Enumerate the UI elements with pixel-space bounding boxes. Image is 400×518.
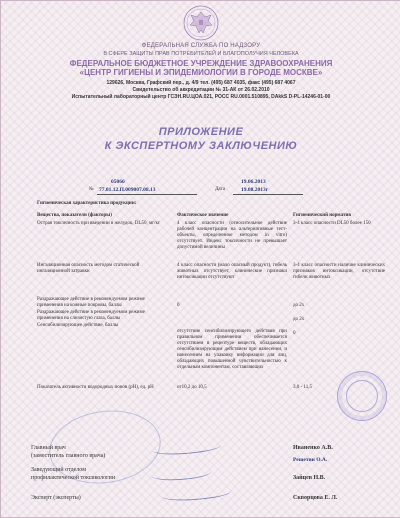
registration-number: 77.01.12.П.009007.08.13 [99, 187, 156, 193]
service-sphere: В СФЕРЕ ЗАЩИТЫ ПРАВ ПОТРЕБИТЕЛЕЙ И БЛАГОПОЛУЧИЯ ЧЕЛОВЕКА [103, 51, 299, 57]
row-norm: 3-4 класс опасности DL50 более 150 [293, 221, 371, 226]
date-handwritten: 19.06.2013 [241, 179, 266, 185]
dept-head-label-line2: профилактической токсикологии [31, 475, 116, 481]
column-header-norm: Гигиенический норматив [293, 213, 352, 218]
expert-label: Эксперт (эксперты) [31, 495, 81, 501]
row-norm: 3,0 - 11,5 [293, 385, 312, 390]
row-norm: 0 [293, 331, 296, 336]
document-title: ПРИЛОЖЕНИЕ [158, 126, 244, 138]
row-factor: Острая токсичность при введении в желудок, DL50, мг/кг [37, 221, 161, 226]
organization-address: 129626, Москва, Графский пер., д. 4/9 тел. (495) 687 4035, факс (495) 687 4067 [106, 80, 296, 86]
dept-head-label: Заведующий отделом [31, 467, 86, 473]
chief-doctor-label: Главный врач [31, 445, 66, 451]
number-label: № [89, 187, 94, 192]
document-subtitle: К ЭКСПЕРТНОМУ ЗАКЛЮЧЕНИЮ [104, 140, 298, 152]
row-value: 4 класс опасности (относительное действие рабочей концентрации на альтернативные тест-объекты, определенное методом in vitro) отсутствует. Индекс токсичности не превышает допустимой величины [177, 221, 287, 250]
dept-head-signature [150, 464, 211, 483]
expert-name: Скворцова Е. Л. [293, 495, 338, 501]
column-header-factor: Вещества, показатели (факторы) [37, 213, 112, 218]
testing-lab-info: Испытательный лабораторный центр ГСЭН.RU.ЦОА.021, РОСС RU.0001.510895, DAkkS D-PL-14246-01-00 [71, 94, 331, 100]
double-headed-eagle-emblem-icon [181, 3, 221, 43]
row-value: 0 [177, 303, 180, 308]
organization-name-line1: ФЕДЕРАЛЬНОЕ БЮДЖЕТНОЕ УЧРЕЖДЕНИЕ ЗДРАВООХРАНЕНИЯ [69, 59, 333, 68]
section-title: Гигиеническая характеристика продукции: [37, 201, 137, 206]
date-label: Дата [215, 187, 225, 192]
number-handwritten: 05066 [111, 179, 125, 185]
chief-doctor-name: Иваненко А.В. [293, 445, 333, 451]
dept-head-name: Зайцев Н.В. [293, 475, 326, 481]
number-underline [97, 194, 197, 195]
expert-signature [161, 483, 232, 503]
chief-doctor-name-alt: Решетин О.А. [293, 457, 328, 463]
deputy-doctor-label: (заместитель главного врача) [31, 453, 106, 459]
row-value: 4 класс опасности (мало опасный продукт), гибель животных отсутствует, клинические признаки интоксикации отсутствуют [177, 263, 287, 280]
row-factor: Показатель активности водородных ионов (pH), ед. pH [37, 385, 154, 390]
document-date: 19.08.2013г [241, 187, 269, 193]
row-norm: до 2х [293, 303, 305, 308]
row-factor: Сенсибилизирующее действие, баллы [37, 323, 119, 328]
date-underline [233, 194, 303, 195]
row-norm: 3-4 класс опасности наличие клинических признаков интоксикации, отсутствие гибели животных [293, 263, 385, 280]
chief-signature [151, 437, 222, 457]
row-value: от10,2 до 10,5 [177, 385, 207, 390]
row-value: отсутствие сенсибилизирующего действия при правильном применении обеспечивается отсутствием в рецептуре веществ, обладающих сенсибилизирующим действием при нанесении, и нанесением на упаковку информации для лиц, обладающих повышенной чувствительностью к отдельным компонентам, составляющих [177, 329, 287, 370]
service-name: ФЕДЕРАЛЬНАЯ СЛУЖБА ПО НАДЗОРУ [141, 43, 261, 49]
row-factor: Раздражающее действие в рекомендуемом режиме применения на кожные покровы, баллы [37, 297, 145, 308]
row-norm: до 2х [293, 317, 305, 322]
organization-name-line2: «ЦЕНТР ГИГИЕНЫ И ЭПИДЕМИОЛОГИИ В ГОРОДЕ МОСКВЕ» [79, 68, 323, 77]
seal-stamp-icon [337, 371, 387, 421]
column-header-value: Фактическое значение [177, 213, 229, 218]
row-factor: Ингаляционная опасность методом статической ингаляционной затравки [37, 263, 140, 274]
row-factor: Раздражающее действие в рекомендуемом режиме применения на слизистую глаза, баллы [37, 310, 145, 321]
accreditation-certificate: Свидетельство об аккредитации № 31-АК от 26.02.2010 [132, 87, 270, 93]
